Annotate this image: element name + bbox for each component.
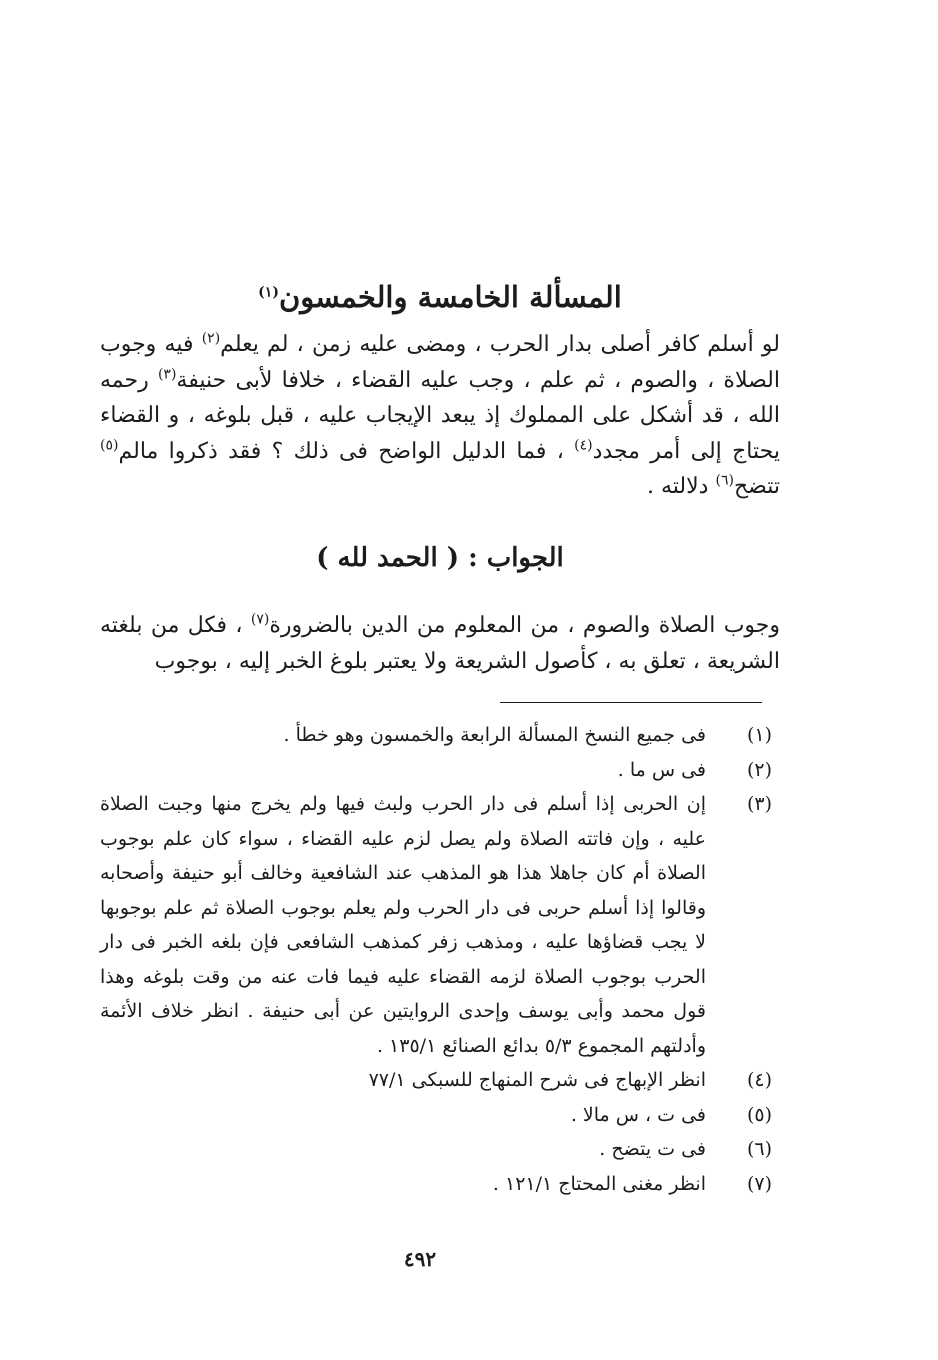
question-paragraph: [100, 327, 780, 505]
answer-heading: الجواب : ( الحمد لله ): [316, 543, 564, 573]
footnote-divider: [500, 702, 762, 703]
footnote-number: (٤): [746, 1069, 772, 1091]
footnote-text: فى جميع النسخ المسألة الرابعة والخمسون وهو خطأ .: [283, 724, 706, 746]
footnote-ref: (٢): [201, 330, 221, 347]
footnote-number: (٥): [746, 1103, 772, 1126]
footnote-text: انظر الإبهاج فى شرح المنهاج للسبكى ٧٧/١: [368, 1069, 706, 1091]
footnote-item: [100, 1132, 772, 1167]
question-title: [100, 277, 780, 317]
question-text: ، فما الدليل الواضح فى ذلك ؟ فقد ذكروا مالم: [118, 438, 575, 464]
footnote-text: فى ت يتضح .: [599, 1138, 706, 1160]
page-number: ٤٩٢: [403, 1247, 437, 1271]
answer-text: وجوب الصلاة والصوم ، من المعلوم من الدين بالضرورة: [269, 613, 780, 638]
footnote-text: فى ت ، س مالا .: [570, 1103, 706, 1126]
question-text: لو أسلم كافر أصلى بدار الحرب ، ومضى عليه زمن ، لم يعلم: [220, 332, 780, 357]
footnote-number: (١): [746, 724, 772, 746]
footnote-number: (٧): [746, 1172, 772, 1195]
answer-text: ، فكل من بلغته الشريعة ، تعلق به ، كأصول الشريعة ولا يعتبر بلوغ الخبر إليه ، بوجوب: [100, 613, 780, 674]
question-text: رحمه الله ، قد أشكل على المملوك إذ يبعد الإيجاب عليه ، قبل بلوغه ، و القضاء يحتاج إلى أمر مجدد: [100, 367, 780, 464]
footnote-ref: (٦): [715, 472, 734, 489]
footnote-ref: (٥): [100, 437, 119, 454]
question-text: فيه وجوب الصلاة ، والصوم ، ثم علم ، وجب عليه القضاء ، خلافا لأبى حنيفة: [100, 332, 780, 393]
footnote-ref: (٧): [250, 611, 270, 628]
question-text: تتضح: [733, 474, 780, 499]
footnote-text: انظر مغنى المحتاج ١٢١/١ .: [492, 1172, 706, 1195]
footnote-number: (٦): [746, 1138, 772, 1160]
footnote-ref: (٣): [157, 366, 177, 383]
answer-paragraph: [100, 608, 780, 679]
footnote-item: [100, 753, 772, 788]
footnote-item: [100, 1063, 772, 1098]
footnote-number: (٣): [746, 793, 772, 815]
footnote-item: [100, 1098, 772, 1133]
footnote-ref: (١): [258, 284, 279, 301]
footnote-ref: (٤): [574, 437, 593, 454]
footnote-item: [100, 1167, 772, 1202]
footnote-text: فى س ما .: [617, 758, 706, 781]
footnote-number: (٢): [746, 758, 772, 781]
footnote-text: إن الحربى إذا أسلم فى دار الحرب ولبث فيها ولم يخرج منها وجبت الصلاة عليه ، وإن فاتته الصلاة ولم يصل لزم عليه القضاء ، سواء كان علم بوجوب الصلاة أم كان جاهلا هذا هو المذهب عند الشافعية وخالف أبو حنيفة وأصحابه وقالوا إذا أسلم حربى فى دار الحرب ولم يعلم بوجوب الصلاة ثم علم بوجوبها لا يجب قضاؤها عليه ، ومذهب زفر كمذهب الشافعى فإن بلغه الخبر فى دار الحرب بوجوب الصلاة لزمه القضاء عليه فيما فات عنه من وقت بلوغه وهذا قول محمد وأبى يوسف وإحدى الروايتين عن أبى حنيفة . انظر خلاف الأئمة وأدلتهم المجموع ٥/٣ بدائع الصنائع ١٣٥/١ .: [100, 793, 706, 1057]
title-text: المسألة الخامسة والخمسون: [278, 280, 622, 315]
footnote-item: [100, 718, 772, 753]
footnote-item: [100, 787, 772, 1063]
footnotes-list: [100, 718, 772, 1201]
question-text: دلالته .: [647, 474, 716, 499]
